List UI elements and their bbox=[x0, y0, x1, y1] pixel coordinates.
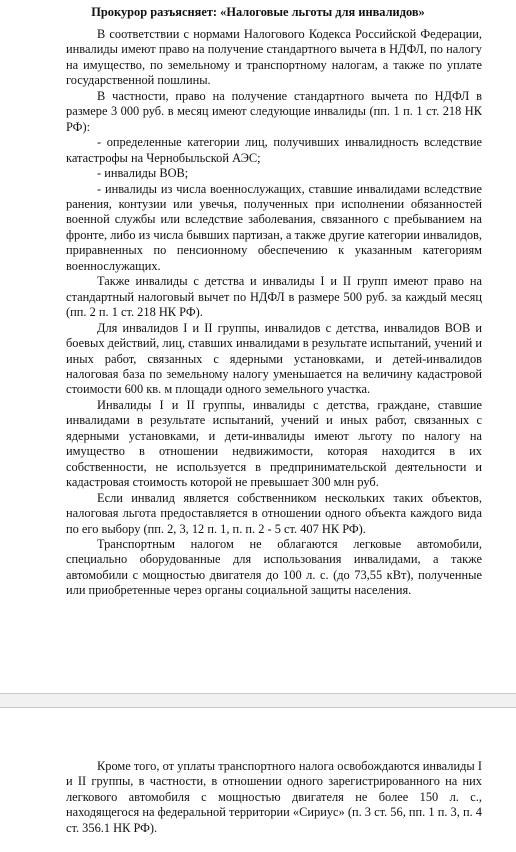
paragraph-land-tax: Для инвалидов I и II группы, инвалидов с детства, инвалидов ВОВ и боевых действий, лиц, ставших инвалидами в результате испытаний, учений и иных работ, связанных с ядерными установками, и детей-инвалидов налоговая база по земельному налогу уменьшается на величину кадастровой стоимости 600 кв. м площади одного земельного участка. bbox=[66, 320, 482, 397]
paragraph-transport-tax: Транспортным налогом не облагаются легковые автомобили, специально оборудованные для использования инвалидами, а также автомобили с мощностью двигателя до 100 л. с. (до 73,55 кВт), полученные или приобретенные через органы социальной защиты населения. bbox=[66, 536, 482, 598]
paragraph-property-tax: Инвалиды I и II группы, инвалиды с детства, граждане, ставшие инвалидами в результате испытаний, учений и иных работ, связанных с ядерными установками, и дети-инвалиды имеют льготу по налогу на имущество в отношении недвижимости, которая находится в их собственности, не используется в предпринимательской деятельности и кадастровая стоимость которой не превышает 300 млн руб. bbox=[66, 397, 482, 490]
paragraph-ndfl-500: Также инвалиды с детства и инвалиды I и II групп имеют право на стандартный налоговый вычет по НДФЛ в размере 500 руб. за каждый месяц (пп. 2 п. 1 ст. 218 НК РФ). bbox=[66, 274, 482, 320]
paragraph-multiple-objects: Если инвалид является собственником нескольких таких объектов, налоговая льгота предоставляется в отношении одного объекта каждого вида по его выбору (пп. 2, 3, 12 п. 1, п. п. 2 - 5 ст. 407 НК РФ). bbox=[66, 490, 482, 536]
page-2-body bbox=[66, 759, 482, 836]
document-page-2 bbox=[0, 708, 516, 852]
paragraph-intro: В соответствии с нормами Налогового Кодекса Российской Федерации, инвалиды имеют право на получение стандартного вычета в НДФЛ, по налогу на имущество, по земельному и транспортному налогам, а также по уплате государственной пошлины. bbox=[66, 27, 482, 88]
list-item-chernobyl: - определенные категории лиц, получивших инвалидность вследствие катастрофы на Чернобыльской АЭС; bbox=[66, 135, 482, 165]
page-separator bbox=[0, 693, 516, 708]
paragraph-ndfl-3000: В частности, право на получение стандартного вычета по НДФЛ в размере 3 000 руб. в месяц имеют следующие инвалиды (пп. 1 п. 1 ст. 218 НК РФ): bbox=[66, 88, 482, 134]
document-title: Прокурор разъясняет: «Налоговые льготы для инвалидов» bbox=[91, 5, 425, 19]
list-item-military: - инвалиды из числа военнослужащих, ставшие инвалидами вследствие ранения, контузии или увечья, полученных при исполнении обязанностей военной службы или вследствие заболевания, связанного с пребыванием на фронте, либо из числа бывших партизан, а также другие категории инвалидов, приравненных по пенсионному обеспечению к указанным категориям военнослужащих. bbox=[66, 181, 482, 273]
paragraph-transport-exemption: Кроме того, от уплаты транспортного налога освобождаются инвалиды I и II группы, в частности, в отношении одного зарегистрированного на них легкового автомобиля с мощностью двигателя не более 150 л. с., находящегося на федеральной территории «Сириус» (п. 3 ст. 56, пп. 1 п. 3, п. 4 ст. 356.1 НК РФ). bbox=[66, 759, 482, 835]
list-item-wwii: - инвалиды ВОВ; bbox=[97, 166, 189, 181]
page-1-body bbox=[66, 27, 482, 599]
